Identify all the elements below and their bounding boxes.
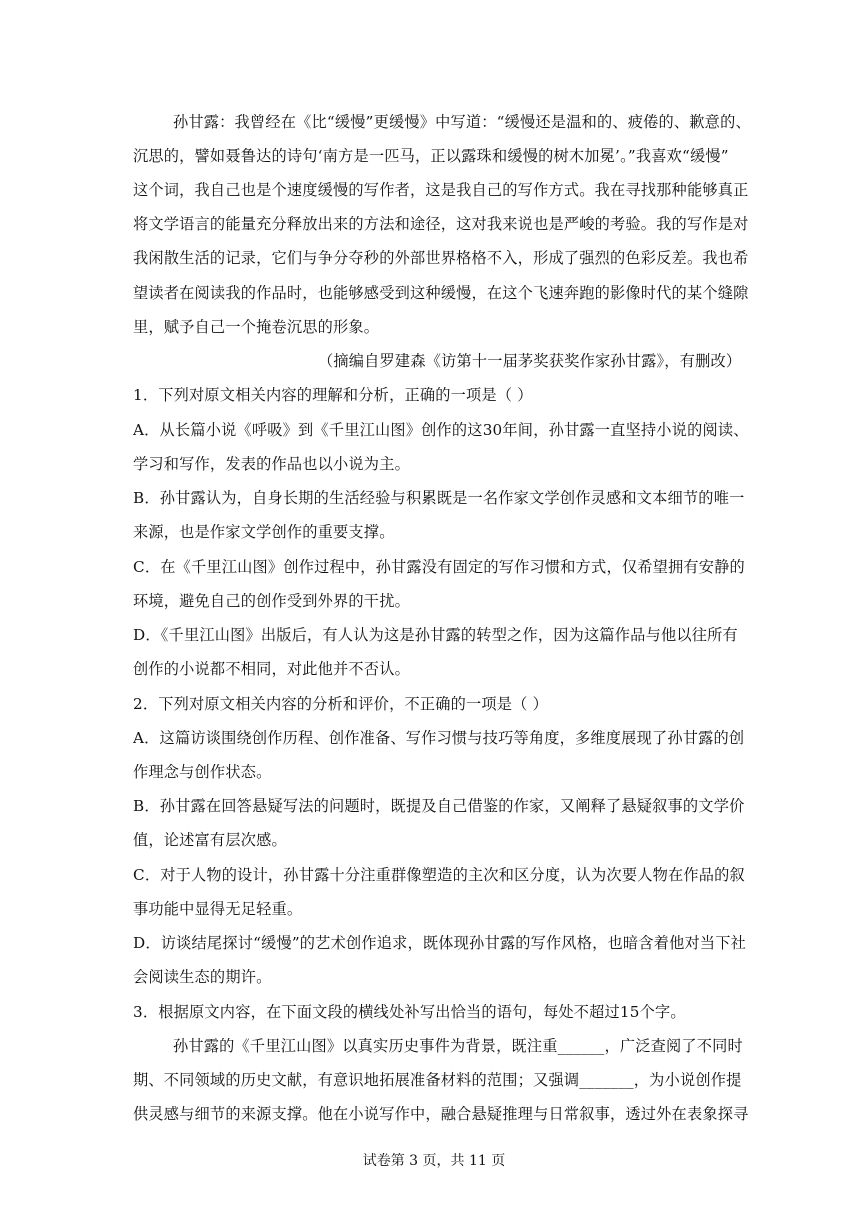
passage-line-2: 沉思的，譬如聂鲁达的诗句‘南方是一匹马，正以露珠和缓慢的树木加冕’。”我喜欢“缓慢” (133, 147, 729, 165)
source-citation: （摘编自罗建森《访第十一届茅奖获奖作家孙甘露》，有删改） (318, 352, 742, 370)
question-2-option-a: A．这篇访谈围绕创作历程、创作准备、写作习惯与技巧等角度，多维度展现了孙甘露的创 (133, 729, 745, 747)
question-3-stem: 3．根据原文内容，在下面文段的横线处补写出恰当的语句，每处不超过15个字。 (133, 1003, 686, 1021)
question-2-option-d: D．访谈结尾探讨“缓慢”的艺术创作追求，既体现孙甘露的写作风格，也暗含着他对当下社 (133, 934, 747, 952)
question-1-option-b-cont: 来源，也是作家文学创作的重要支撑。 (133, 523, 395, 541)
question-2-option-a-cont: 作理念与创作状态。 (133, 763, 272, 781)
question-1-option-c-cont: 环境，避免自己的创作受到外界的干扰。 (133, 592, 410, 610)
question-1-option-a-cont: 学习和写作，发表的作品也以小说为主。 (133, 455, 410, 473)
question-3-passage-line-1: 孙甘露的《千里江山图》以真实历史事件为背景，既注重______，广泛查阅了不同时 (173, 1037, 743, 1055)
passage-line-5: 我闲散生活的记录，它们与争分夺秒的外部世界格格不入，形成了强烈的色彩反差。我也希 (133, 249, 749, 267)
page-footer: 试卷第 3 页，共 11 页 (362, 1153, 506, 1169)
passage-line-4: 将文学语言的能量充分释放出来的方法和途径，这对我来说也是严峻的考验。我的写作是对 (133, 215, 749, 233)
question-3-passage-line-3: 供灵感与细节的来源支撑。他在小说写作中，融合悬疑推理与日常叙事，透过外在表象探寻 (133, 1105, 749, 1123)
passage-line-1: 孙甘露：我曾经在《比“缓慢”更缓慢》中写道：“缓慢还是温和的、疲倦的、歉意的、 (173, 113, 751, 131)
passage-line-3: 这个词，我自己也是个速度缓慢的写作者，这是我自己的写作方式。我在寻找那种能够真正 (133, 181, 749, 199)
question-1-stem: 1．下列对原文相关内容的理解和分析，正确的一项是（ ） (133, 386, 533, 404)
question-1-option-b: B．孙甘露认为，自身长期的生活经验与积累既是一名作家文学创作灵感和文本细节的唯一 (133, 489, 745, 507)
question-2-option-b: B．孙甘露在回答悬疑写法的问题时，既提及自己借鉴的作家，又阐释了悬疑叙事的文学价 (133, 797, 745, 815)
question-3-passage-line-2: 期、不同领域的历史文献，有意识地拓展准备材料的范围；又强调_______，为小说创作提 (133, 1071, 742, 1089)
passage-line-7: 里，赋予自己一个掩卷沉思的形象。 (133, 318, 380, 336)
passage-line-6: 望读者在阅读我的作品时，也能够感受到这种缓慢，在这个飞速奔跑的影像时代的某个缝隙 (133, 284, 749, 302)
question-1-option-d: D．《千里江山图》出版后，有人认为这是孙甘露的转型之作，因为这篇作品与他以往所有 (133, 626, 738, 644)
question-2-option-c-cont: 事功能中显得无足轻重。 (133, 900, 303, 918)
question-1-option-c: C．在《千里江山图》创作过程中，孙甘露没有固定的写作习惯和方式，仅希望拥有安静的 (133, 558, 745, 576)
question-2-option-b-cont: 值，论述富有层次感。 (133, 831, 287, 849)
question-2-option-c: C．对于人物的设计，孙甘露十分注重群像塑造的主次和区分度，认为次要人物在作品的叙 (133, 866, 745, 884)
question-1-option-d-cont: 创作的小说都不相同，对此他并不否认。 (133, 660, 410, 678)
question-2-stem: 2．下列对原文相关内容的分析和评价，不正确的一项是（ ） (133, 695, 548, 713)
question-1-option-a: A．从长篇小说《呼吸》到《千里江山图》创作的这30年间，孙甘露一直坚持小说的阅读、 (133, 421, 749, 439)
question-2-option-d-cont: 会阅读生态的期许。 (133, 968, 272, 986)
